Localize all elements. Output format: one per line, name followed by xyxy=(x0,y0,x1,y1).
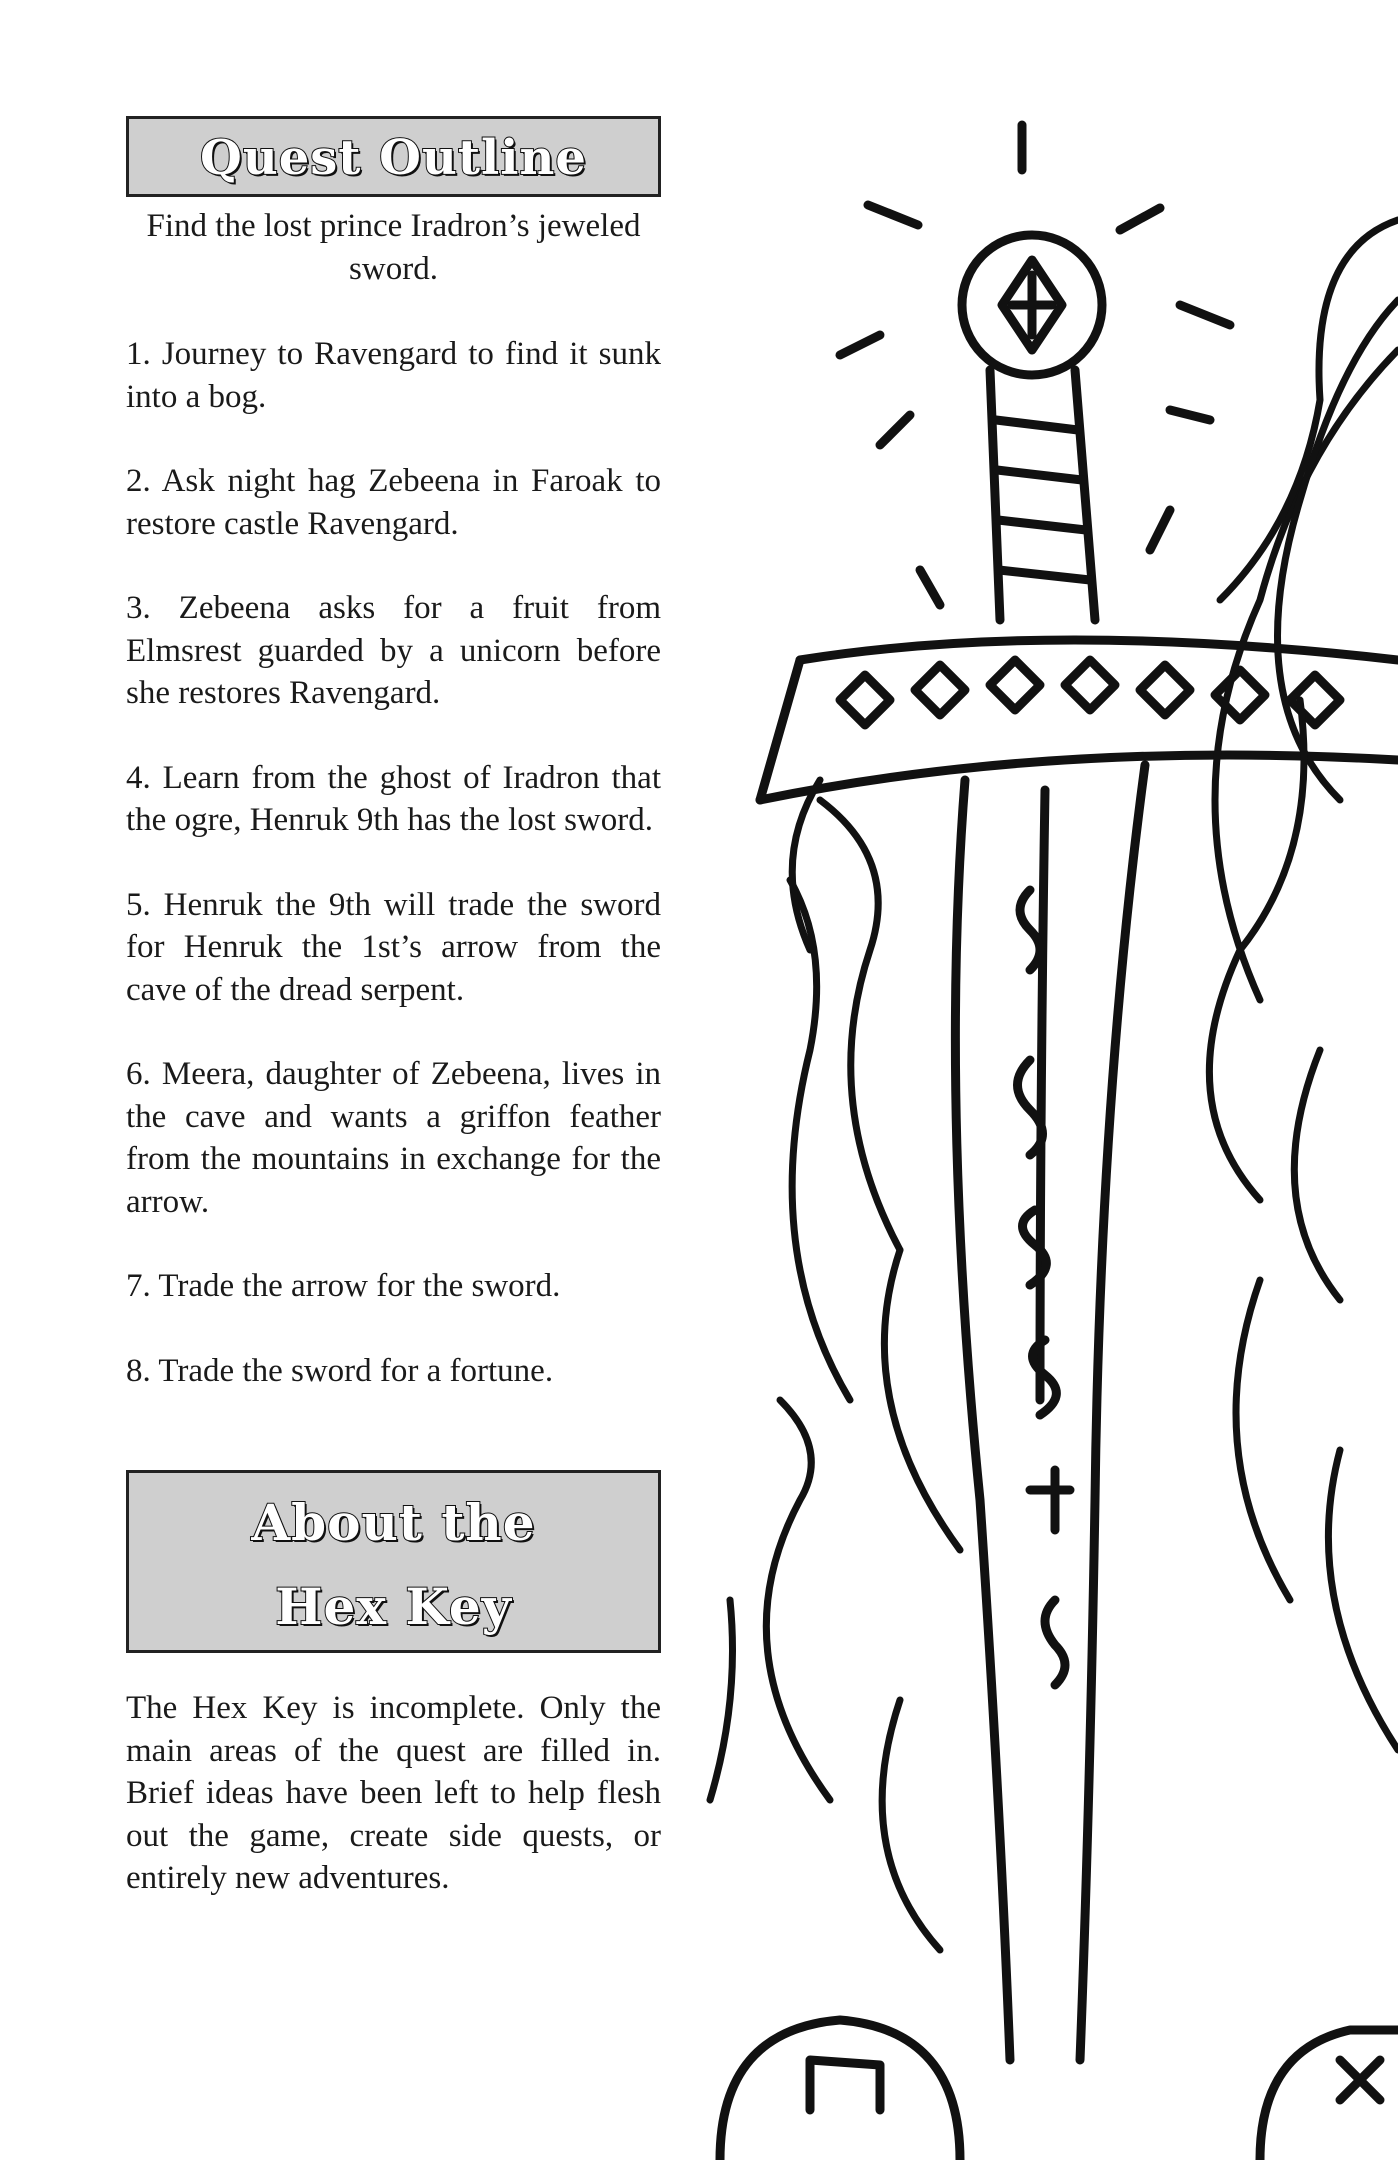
quest-step: 3. Zebeena asks for a fruit from Elmsrest guarded by a unicorn before she restores Ravengard. xyxy=(126,590,661,711)
quest-outline-banner xyxy=(126,116,661,197)
grip-icon xyxy=(990,370,1095,620)
hex-key-heading-line2: Hex Key xyxy=(275,1577,512,1636)
quest-step: 7. Trade the arrow for the sword. xyxy=(126,1268,561,1304)
hex-key-banner xyxy=(126,1470,661,1653)
blade-icon xyxy=(955,765,1145,2060)
quest-step: 6. Meera, daughter of Zebeena, lives in the cave and wants a griffon feather from the mountains in exchange for the arrow. xyxy=(126,1056,661,1220)
left-column xyxy=(126,116,661,1933)
radiance-rays-icon xyxy=(840,125,1230,605)
quest-step: 4. Learn from the ghost of Iradron that the ogre, Henruk 9th has the lost sword. xyxy=(126,759,661,838)
hex-key-body: The Hex Key is incomplete. Only the main areas of the quest are filled in. Brief ideas have been left to help flesh out the game, create side quests, or entirely new adventures. xyxy=(126,1690,661,1896)
quest-step: 8. Trade the sword for a fortune. xyxy=(126,1352,554,1389)
flaming-sword-illustration xyxy=(700,100,1398,2160)
pommel-icon xyxy=(962,235,1102,375)
quest-step: 1. Journey to Ravengard to find it sunk into a bog. xyxy=(126,336,661,415)
quest-step: 2. Ask night hag Zebeena in Faroak to restore castle Ravengard. xyxy=(126,463,661,542)
quest-intro: Find the lost prince Iradron’s jeweled sword. xyxy=(146,208,641,287)
hex-key-heading-line1: About the xyxy=(251,1493,536,1552)
base-stone-icon xyxy=(720,2020,1398,2160)
quest-outline-heading: Quest Outline xyxy=(200,130,587,186)
quest-step: 5. Henruk the 9th will trade the sword for Henruk the 1st’s arrow from the cave of the dread serpent. xyxy=(126,886,661,1008)
